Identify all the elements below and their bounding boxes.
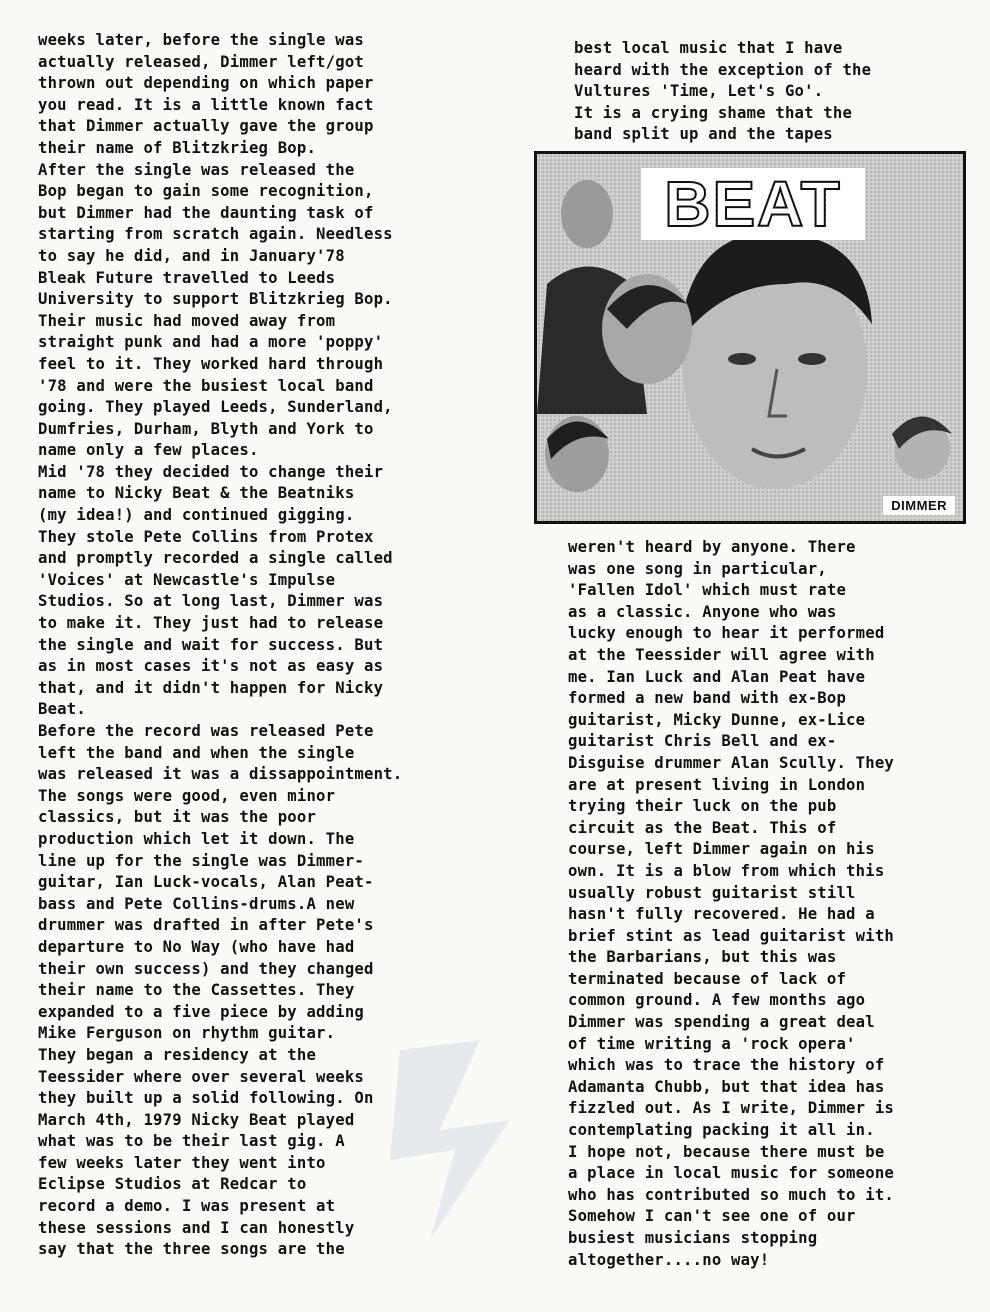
band-photo bbox=[534, 151, 966, 524]
text-line: are at present living in London bbox=[568, 775, 866, 794]
text-line: Somehow I can't see one of our bbox=[568, 1207, 856, 1226]
text-line: Adamanta Chubb, but that idea has bbox=[568, 1077, 885, 1096]
text-line: few weeks later they went into bbox=[38, 1153, 326, 1172]
text-line: expanded to a five piece by adding bbox=[38, 1002, 364, 1021]
text-line: Before the record was released Pete bbox=[38, 722, 374, 740]
text-line: common ground. A few months ago bbox=[568, 991, 866, 1010]
text-line: drummer was drafted in after Pete's bbox=[38, 916, 374, 935]
text-line: circuit as the Beat. This of bbox=[568, 818, 837, 837]
text-line: name to Nicky Beat & the Beatniks bbox=[38, 484, 355, 503]
text-line: say that the three songs are the bbox=[38, 1240, 345, 1259]
text-line: hasn't fully recovered. He had a bbox=[568, 905, 875, 924]
text-line: best local music that I have bbox=[574, 39, 843, 57]
text-line: but Dimmer had the daunting task of bbox=[38, 203, 374, 222]
text-line: was released it was a dissappointment. bbox=[38, 765, 403, 784]
text-line: Disguise drummer Alan Scully. They bbox=[568, 753, 894, 772]
text-line: their own success) and they changed bbox=[38, 959, 374, 978]
text-line: Mid '78 they decided to change their bbox=[38, 462, 384, 481]
text-line: 'Voices' at Newcastle's Impulse bbox=[38, 570, 336, 589]
text-line: altogether....no way! bbox=[568, 1250, 770, 1269]
text-line: these sessions and I can honestly bbox=[38, 1218, 355, 1237]
text-line: (my idea!) and continued gigging. bbox=[38, 506, 355, 525]
text-line: They stole Pete Collins from Protex bbox=[38, 527, 374, 546]
text-line: trying their luck on the pub bbox=[568, 797, 837, 816]
text-line: They began a residency at the bbox=[38, 1045, 317, 1064]
text-line: I hope not, because there must be bbox=[568, 1142, 885, 1161]
text-line: thrown out depending on which paper bbox=[38, 74, 374, 93]
text-line: weeks later, before the single was bbox=[38, 31, 364, 49]
text-line: Mike Ferguson on rhythm guitar. bbox=[38, 1024, 336, 1043]
text-line: guitarist Chris Bell and ex- bbox=[568, 732, 837, 751]
text-line: their name to the Cassettes. They bbox=[38, 981, 355, 1000]
text-line: you read. It is a little known fact bbox=[38, 95, 374, 114]
text-line: to make it. They just had to release bbox=[38, 614, 384, 633]
text-line: actually released, Dimmer left/got bbox=[38, 52, 364, 71]
text-line: Vultures 'Time, Let's Go'. bbox=[574, 82, 824, 101]
text-line: their name of Blitzkrieg Bop. bbox=[38, 138, 317, 157]
text-line: they built up a solid following. On bbox=[38, 1089, 374, 1108]
text-line: own. It is a blow from which this bbox=[568, 861, 885, 880]
text-line: Eclipse Studios at Redcar to bbox=[38, 1175, 307, 1194]
text-line: that Dimmer actually gave the group bbox=[38, 117, 374, 136]
text-line: who has contributed so much to it. bbox=[568, 1185, 894, 1204]
text-line: me. Ian Luck and Alan Peat have bbox=[568, 667, 866, 686]
text-line: a place in local music for someone bbox=[568, 1164, 894, 1183]
text-line: line up for the single was Dimmer- bbox=[38, 851, 364, 870]
beat-logo bbox=[641, 168, 865, 240]
text-line: contemplating packing it all in. bbox=[568, 1121, 875, 1140]
text-line: guitar, Ian Luck-vocals, Alan Peat- bbox=[38, 873, 374, 892]
text-line: what was to be their last gig. A bbox=[38, 1132, 345, 1151]
text-line: 'Fallen Idol' which must rate bbox=[568, 581, 847, 600]
text-line: left the band and when the single bbox=[38, 743, 355, 762]
text-line: Bop began to gain some recognition, bbox=[38, 182, 374, 201]
text-line: the single and wait for success. But bbox=[38, 635, 384, 654]
text-line: After the single was released the bbox=[38, 160, 355, 179]
text-line: of time writing a 'rock opera' bbox=[568, 1034, 856, 1053]
text-line: at the Teessider will agree with bbox=[568, 645, 875, 664]
text-line: starting from scratch again. Needless bbox=[38, 225, 393, 244]
text-line: record a demo. I was present at bbox=[38, 1197, 336, 1216]
text-line: Beat. bbox=[38, 700, 86, 719]
text-line: Bleak Future travelled to Leeds bbox=[38, 268, 336, 287]
paper-watermark bbox=[360, 1020, 600, 1260]
photo-caption: DIMMER bbox=[883, 496, 955, 515]
text-line: usually robust guitarist still bbox=[568, 883, 856, 902]
text-line: It is a crying shame that the bbox=[574, 103, 853, 122]
text-line: University to support Blitzkrieg Bop. bbox=[38, 290, 393, 309]
text-line: going. They played Leeds, Sunderland, bbox=[38, 398, 393, 417]
text-line: '78 and were the busiest local band bbox=[38, 376, 374, 395]
beat-logo-text: BEAT bbox=[664, 168, 842, 240]
text-line: bass and Pete Collins-drums.A new bbox=[38, 894, 355, 913]
text-line: The songs were good, even minor bbox=[38, 786, 336, 805]
text-line: Their music had moved away from bbox=[38, 311, 336, 330]
text-line: straight punk and had a more 'poppy' bbox=[38, 333, 384, 352]
text-line: band split up and the tapes bbox=[574, 125, 833, 144]
text-line: weren't heard by anyone. There bbox=[568, 538, 856, 556]
text-line: Teessider where over several weeks bbox=[38, 1067, 364, 1086]
text-line: Dumfries, Durham, Blyth and York to bbox=[38, 419, 374, 438]
text-line: departure to No Way (who have had bbox=[38, 937, 355, 956]
article-right-column-top bbox=[574, 38, 871, 146]
text-line: lucky enough to hear it performed bbox=[568, 624, 885, 643]
text-line: which was to trace the history of bbox=[568, 1056, 885, 1075]
article-right-column-bottom bbox=[568, 537, 894, 1271]
text-line: March 4th, 1979 Nicky Beat played bbox=[38, 1110, 355, 1129]
text-line: brief stint as lead guitarist with bbox=[568, 926, 894, 945]
text-line: and promptly recorded a single called bbox=[38, 549, 393, 568]
text-line: heard with the exception of the bbox=[574, 60, 872, 79]
text-line: course, left Dimmer again on his bbox=[568, 840, 875, 859]
text-line: to say he did, and in January'78 bbox=[38, 246, 345, 265]
text-line: that, and it didn't happen for Nicky bbox=[38, 678, 384, 697]
text-line: formed a new band with ex-Bop bbox=[568, 689, 847, 708]
text-line: the Barbarians, but this was bbox=[568, 948, 837, 967]
article-left-column bbox=[38, 30, 402, 1261]
text-line: terminated because of lack of bbox=[568, 969, 847, 988]
text-line: was one song in particular, bbox=[568, 559, 827, 578]
text-line: as a classic. Anyone who was bbox=[568, 602, 837, 621]
text-line: guitarist, Micky Dunne, ex-Lice bbox=[568, 710, 866, 729]
text-line: Dimmer was spending a great deal bbox=[568, 1013, 875, 1032]
text-line: production which let it down. The bbox=[38, 829, 355, 848]
text-line: busiest musicians stopping bbox=[568, 1229, 818, 1247]
text-line: fizzled out. As I write, Dimmer is bbox=[568, 1099, 894, 1118]
text-line: name only a few places. bbox=[38, 441, 259, 460]
text-line: as in most cases it's not as easy as bbox=[38, 657, 384, 676]
text-line: classics, but it was the poor bbox=[38, 808, 317, 827]
text-line: feel to it. They worked hard through bbox=[38, 354, 384, 373]
text-line: Studios. So at long last, Dimmer was bbox=[38, 592, 384, 611]
